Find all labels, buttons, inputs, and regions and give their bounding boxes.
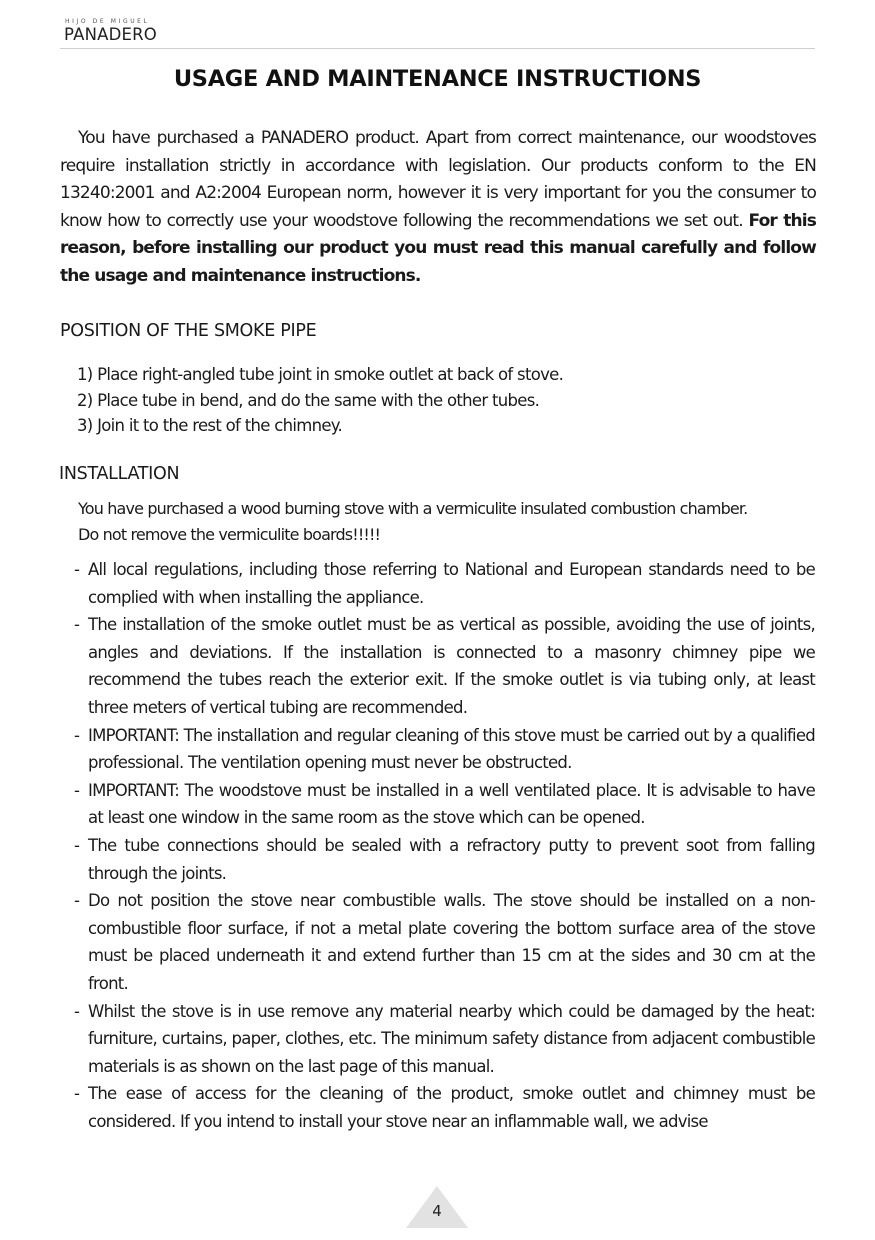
list-item: - The tube connections should be sealed with a refractory putty to prevent soot from falling through the joints. [74,835,815,883]
intro-text: You have purchased a PANADERO product. Apart from correct maintenance, our woodstoves require installation strictly in accordance with legislation. Our products conform to the EN 13240:2001 and A2:2004 European norm, however it is very important for you the consumer to know how to correctly use your woodstove following the recommendations we set out. [60,128,816,231]
smoke-pipe-steps [77,362,563,439]
installation-list [74,556,815,1135]
smoke-pipe-heading: POSITION OF THE SMOKE PIPE [60,321,317,341]
installation-intro-line: You have purchased a wood burning stove with a vermiculite insulated combustion chamber. [78,499,748,518]
page-title: USAGE AND MAINTENANCE INSTRUCTIONS [173,66,702,92]
installation-heading: INSTALLATION [59,464,180,484]
list-item: - Whilst the stove is in use remove any material nearby which could be damaged by the heat: furniture, curtains, paper, clothes, etc. The minimum safety distance from adjacent combustible materials is as shown on the last page of this manual. [74,1001,815,1076]
step-item: 2) Place tube in bend, and do the same with the other tubes. [77,390,540,410]
logo-tagline: HIJO DE MIGUEL [65,18,150,25]
page-number: 4 [432,1202,442,1220]
step-item: 3) Join it to the rest of the chimney. [77,416,343,435]
brand-logo: PANADERO [64,25,157,44]
list-item: - Do not position the stove near combustible walls. The stove should be installed on a non-combustible floor surface, if not a metal plate covering the bottom surface area of the stove must be placed underneath it and extend further than 15 cm at the sides and 30 cm at the front. [74,891,815,993]
list-item: - All local regulations, including those referring to National and European standards need to be complied with when installing the appliance. [74,560,815,607]
list-item: - The installation of the smoke outlet must be as vertical as possible, avoiding the use of joints, angles and deviations. If the installation is connected to a masonry chimney pipe we recommend the tubes reach the exterior exit. If the smoke outlet is via tubing only, at least three meters of vertical tubing are recommended. [74,615,815,717]
step-item: 1) Place right-angled tube joint in smoke outlet at back of stove. [77,365,564,384]
intro-bold-text: For this reason, before installing our product you must read this manual carefully and follow the usage and maintenance instructions. [60,210,817,286]
list-item: - IMPORTANT: The installation and regular cleaning of this stove must be carried out by a qualified professional. The ventilation opening must never be obstructed. [74,725,815,773]
list-item: - The ease of access for the cleaning of the product, smoke outlet and chimney must be considered. If you intend to install your stove near an inflammable wall, we advise [74,1084,815,1131]
installation-warning: Do not remove the vermiculite boards!!!!! [78,525,381,544]
installation-intro [78,496,838,548]
list-item: - IMPORTANT: The woodstove must be installed in a well ventilated place. It is advisable to have at least one window in the same room as the stove which can be opened. [74,780,815,828]
page-header [60,14,815,49]
intro-paragraph [60,125,816,291]
